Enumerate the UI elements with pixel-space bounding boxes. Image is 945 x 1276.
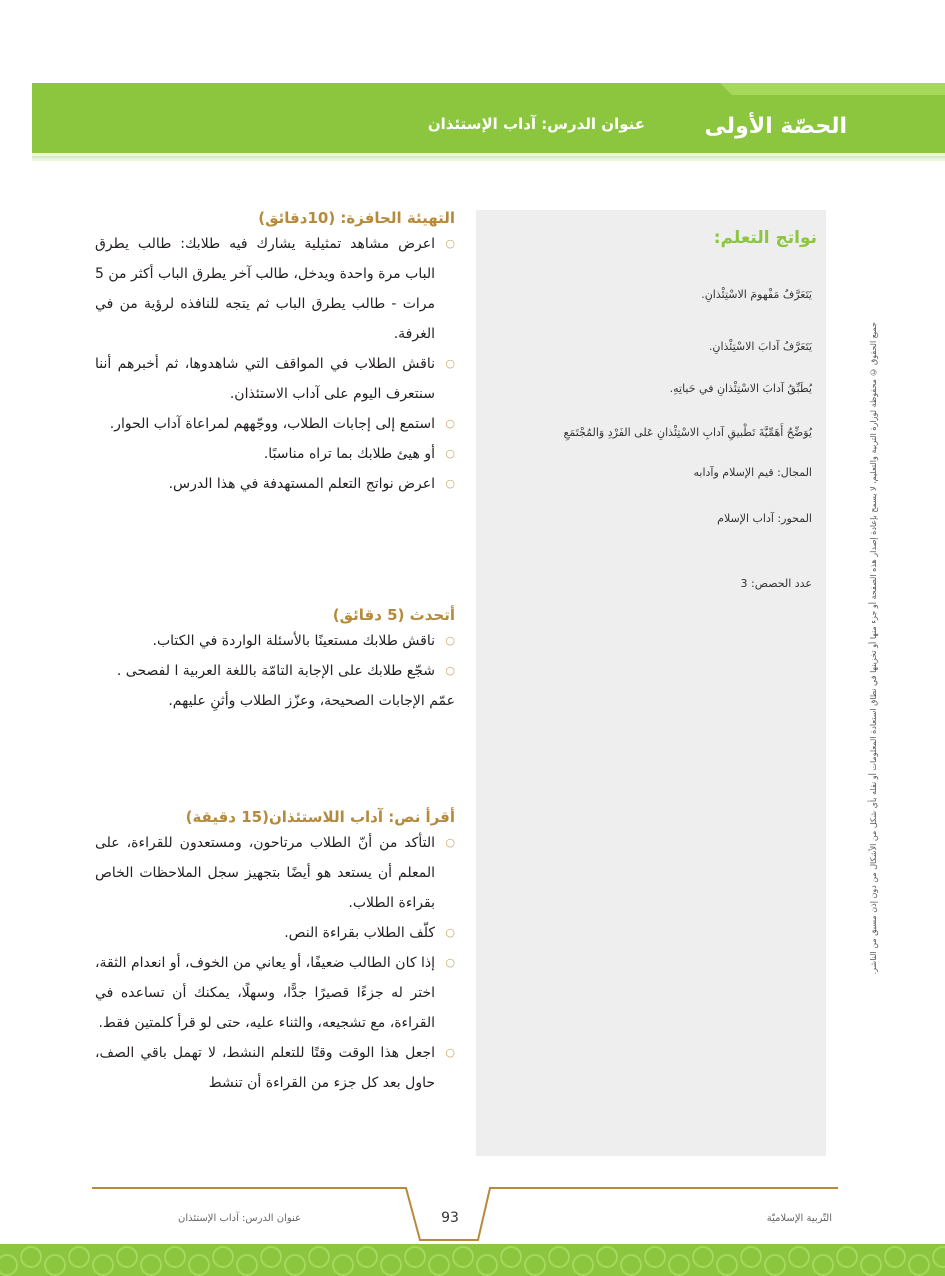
lesson-title: عنوان الدرس: آداب الإستئذان: [427, 115, 645, 133]
warmup-section: [95, 207, 455, 499]
pattern-circle-icon: [212, 1246, 234, 1268]
bullet-icon: ○: [445, 417, 455, 430]
read-heading-text: أقرأ نص: [394, 808, 455, 826]
outcomes-domain: المجال: قيم الإسلام وآدابه: [693, 466, 812, 479]
pattern-circle-icon: [260, 1246, 282, 1268]
read-list: [95, 828, 455, 1098]
pattern-circle-icon: [92, 1254, 114, 1276]
pattern-circle-icon: [188, 1254, 210, 1276]
pattern-circle-icon: [308, 1246, 330, 1268]
list-item: ○ ناقش الطلاب في المواقف التي شاهدوها، ثم أخبرهم أننا سنتعرف اليوم على آداب الاستئذان.: [95, 349, 455, 409]
read-heading: أقرأ نص: آداب اللاستئذان(15 دقيقة): [185, 808, 455, 826]
warmup-heading: التهيئة الحافزة: (10دقائق): [258, 209, 455, 227]
list-item: ○ إذا كان الطالب ضعيفًا، أو يعاني من الخوف، أو انعدام الثقة، اختر له جزءًا قصيرًا جدًّا، وسهلًا، يمكنك أن تساعده في القراءة، مع تشجيعه، والثناء عليه، حتى لو قرأ كلمتين فقط.: [95, 948, 455, 1038]
read-title: آداب اللاستئذان(15 دقيقة): [185, 808, 383, 826]
lesson-period: الحصّة الأولى: [704, 114, 847, 139]
footer-pattern: [0, 1244, 945, 1276]
pattern-circle-icon: [644, 1246, 666, 1268]
bullet-icon: ○: [445, 447, 455, 460]
pattern-circle-icon: [812, 1254, 834, 1276]
bullet-icon: ○: [445, 634, 455, 647]
warmup-duration: (10دقائق): [258, 209, 336, 227]
bullet-icon: ○: [445, 836, 455, 849]
read-section: [95, 806, 455, 1098]
pattern-circle-icon: [428, 1254, 450, 1276]
bullet-icon: ○: [445, 664, 455, 677]
list-item: ○ شجّع طلابك على الإجابة التامّة باللغة العربية ا لفصحى .: [95, 656, 455, 686]
pattern-circle-icon: [716, 1254, 738, 1276]
pattern-circle-icon: [620, 1254, 642, 1276]
pattern-circle-icon: [332, 1254, 354, 1276]
speak-note: عمّم الإجابات الصحيحة، وعزّز الطلاب وأثنِ عليهم.: [168, 693, 455, 709]
speak-list: [95, 626, 455, 686]
list-item: ○ التأكد من أنّ الطلاب مرتاحون، ومستعدون للقراءة، على المعلم أن يستعد هو أيضًا بتجهيز سجل الملاحظات الخاص بقراءة الطلاب.: [95, 828, 455, 918]
speak-section: [95, 604, 455, 716]
pattern-circle-icon: [932, 1246, 945, 1268]
list-item: ○ استمع إلى إجابات الطلاب، ووجّههم لمراعاة آداب الحوار.: [95, 409, 455, 439]
outcome-item: يَتَعَرَّفُ مَفْهومَ الاسْتِئْذانِ.: [701, 288, 812, 301]
pattern-circle-icon: [692, 1246, 714, 1268]
pattern-circle-icon: [572, 1254, 594, 1276]
footer-lesson: عنوان الدرس: آداب الإستئذان: [178, 1213, 301, 1224]
outcomes-axis: المحور: آداب الإسلام: [717, 512, 812, 525]
bullet-icon: ○: [445, 477, 455, 490]
pattern-circle-icon: [116, 1246, 138, 1268]
pattern-circle-icon: [548, 1246, 570, 1268]
list-item: ○ أو هيئ طلابك بما تراه مناسبًا.: [95, 439, 455, 469]
list-item: ○ اعرض نواتج التعلم المستهدفة في هذا الدرس.: [95, 469, 455, 499]
pattern-circle-icon: [500, 1246, 522, 1268]
bullet-icon: ○: [445, 926, 455, 939]
outcomes-title: نواتج التعلم:: [713, 228, 817, 248]
pattern-circle-icon: [884, 1246, 906, 1268]
pattern-circle-icon: [380, 1254, 402, 1276]
warmup-heading-text: التهيئة الحافزة: [346, 209, 455, 227]
pattern-circle-icon: [764, 1254, 786, 1276]
bullet-icon: ○: [445, 357, 455, 370]
pattern-circle-icon: [524, 1254, 546, 1276]
outcome-item: يُطَبِّقُ آدابَ الاسْتِئْذانِ في حَياتِهِ.: [669, 382, 812, 395]
outcome-item: يَتَعَرَّفُ آدابَ الاسْتِئْذانِ.: [708, 340, 812, 353]
pattern-circle-icon: [908, 1254, 930, 1276]
pattern-circle-icon: [596, 1246, 618, 1268]
pattern-circle-icon: [284, 1254, 306, 1276]
list-item: ○ كلّف الطلاب بقراءة النص.: [95, 918, 455, 948]
footer-subject: التّربية الإسلاميّة: [766, 1213, 832, 1224]
pattern-circle-icon: [740, 1246, 762, 1268]
speak-heading: أتحدث (5 دقائق): [332, 606, 455, 624]
outcome-item: يُوَضِّحُ أَهَمِّيَّةَ تَطْبيقِ آدابِ الاسْتِئْذانِ عَلى الفَرْدِ وَالمُجْتَمَعِ: [563, 426, 812, 439]
copyright-notice: [866, 298, 880, 998]
list-item: ○ ناقش طلابك مستعينًا بالأسئلة الواردة في الكتاب.: [95, 626, 455, 656]
pattern-circle-icon: [0, 1254, 18, 1276]
pattern-circle-icon: [164, 1246, 186, 1268]
warmup-list: [95, 229, 455, 499]
pattern-circle-icon: [68, 1246, 90, 1268]
pattern-circle-icon: [404, 1246, 426, 1268]
pattern-circle-icon: [236, 1254, 258, 1276]
page-number: 93: [441, 1210, 459, 1226]
pattern-circle-icon: [356, 1246, 378, 1268]
pattern-circle-icon: [20, 1246, 42, 1268]
pattern-circle-icon: [476, 1254, 498, 1276]
bullet-icon: ○: [445, 956, 455, 969]
pattern-circle-icon: [452, 1246, 474, 1268]
list-item: ○ اعرض مشاهد تمثيلية يشارك فيه طلابك: طالب يطرق الباب مرة واحدة ويدخل، طالب آخر يطرق الباب أكثر من 5 مرات - طالب يطرق الباب ثم يتجه للنافذه لرؤية من في الغرفة.: [95, 229, 455, 349]
pattern-circle-icon: [44, 1254, 66, 1276]
pattern-circle-icon: [668, 1254, 690, 1276]
pattern-circle-icon: [788, 1246, 810, 1268]
list-item: ○ اجعل هذا الوقت وقتًا للتعلم النشط، لا تهمل باقي الصف، حاول بعد كل جزء من القراءة أن تنشط: [95, 1038, 455, 1098]
pattern-circle-icon: [860, 1254, 882, 1276]
bullet-icon: ○: [445, 1046, 455, 1059]
copyright-text: جميع الحقوق © محفوظة لوزارة التربية والتعليم، لا يسمح بإعادة إصدار هذه الصفحة أو جزء منها أو تخزينها في نطاق استعادة المعلومات أو نقله بأي شكل من الأشكال من دون إذن مسبق من الناشر.: [868, 321, 878, 975]
pattern-circle-icon: [836, 1246, 858, 1268]
bullet-icon: ○: [445, 237, 455, 250]
pattern-circle-icon: [140, 1254, 162, 1276]
outcomes-periods: عدد الحصص: 3: [740, 577, 812, 590]
